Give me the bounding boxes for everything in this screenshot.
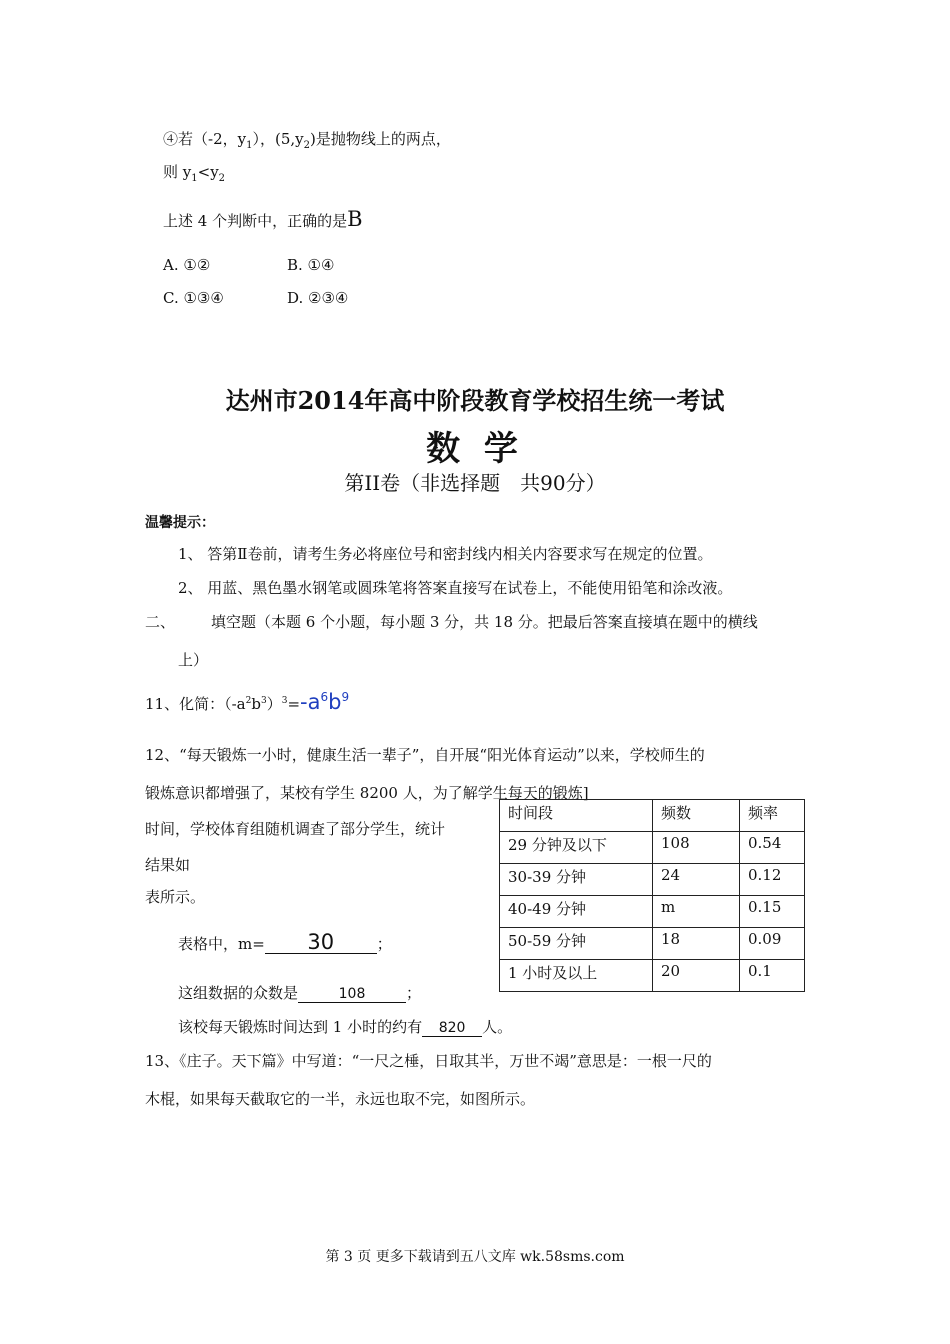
table-header: 频率 [740, 800, 805, 832]
table-row [500, 864, 805, 896]
tip-1: 1、 答第Ⅱ卷前，请考生务必将座位号和密封线内相关内容要求写在规定的位置。 [178, 545, 713, 563]
tip-2: 2、 用蓝、黑色墨水钢笔或圆珠笔将答案直接写在试卷上，不能使用铅笔和涂改液。 [178, 579, 733, 597]
section2-text: 填空题（本题 6 个小题，每小题 3 分，共 18 分。把最后答案直接填在题中的横线 [211, 613, 758, 631]
table-cell: 0.1 [740, 960, 805, 992]
table-header-row [500, 800, 805, 832]
m-answer: 30 [265, 931, 377, 954]
q12-line1: 12、“每天锻炼一小时，健康生活一辈子”，自开展“阳光体育运动”以来，学校师生的 [145, 746, 705, 764]
table-cell: 24 [653, 864, 740, 896]
table-cell: 30-39 分钟 [500, 864, 653, 896]
table-cell: 0.54 [740, 832, 805, 864]
q10-option-a: A. ①② [163, 256, 211, 274]
table-header: 时间段 [500, 800, 653, 832]
table-cell: 29 分钟及以下 [500, 832, 653, 864]
table-cell: 0.15 [740, 896, 805, 928]
table-row [500, 960, 805, 992]
table-row [500, 832, 805, 864]
table-row [500, 928, 805, 960]
q12-count-line: 该校每天锻炼时间达到 1 小时的约有 820 人。 [178, 1018, 513, 1036]
q12-m-line: 表格中，m= 30 ； [178, 930, 392, 954]
q12-mode-line: 这组数据的众数是 108 ； [178, 984, 422, 1002]
volume-title: 第II卷（非选择题 共90分） [344, 471, 606, 495]
q10-summary: 上述 4 个判断中，正确的是B [163, 207, 363, 231]
subject-title: 数 学 [426, 429, 524, 469]
q10-answer: B [347, 207, 363, 231]
page-footer: 第 3 页 更多下载请到五八文库 wk.58sms.com [325, 1249, 625, 1265]
section2-text-cont: 上） [178, 651, 209, 669]
q10-option-c: C. ①③④ [163, 289, 224, 307]
q11: 11、化简：$(-a^2b^3)^3=-a^6b^9$ [145, 690, 350, 714]
table-cell: 40-49 分钟 [500, 896, 653, 928]
q12-line5: 表所示。 [145, 888, 206, 906]
q10-item4-conclusion: 则 $y_1<y_2$ [163, 163, 226, 184]
q13-line2: 木棍，如果每天截取它的一半，永远也取不完，如图所示。 [145, 1090, 536, 1108]
table-cell: 0.12 [740, 864, 805, 896]
q10-item4: ④若（-2，$y_1$），$(5,y_2)$是抛物线上的两点， [163, 130, 451, 151]
frequency-table [499, 799, 805, 992]
count-answer: 820 [422, 1020, 482, 1037]
table-cell: 18 [653, 928, 740, 960]
q10-option-b: B. ①④ [287, 256, 335, 274]
table-cell: 108 [653, 832, 740, 864]
section2-number: 二、 [145, 613, 176, 631]
tips-label: 温馨提示： [145, 515, 215, 531]
q10-option-d: D. ②③④ [287, 289, 349, 307]
q12-line4: 结果如 [145, 856, 191, 874]
mode-answer: 108 [298, 986, 406, 1003]
table-cell: 50-59 分钟 [500, 928, 653, 960]
table-header: 频数 [653, 800, 740, 832]
table-cell: 20 [653, 960, 740, 992]
q12-line2: 锻炼意识都增强了，某校有学生 8200 人，为了解学生每天的锻炼] [145, 784, 589, 802]
q11-answer: $-a^6b^9$ [300, 690, 350, 714]
q13-line1: 13、《庄子。天下篇》中写道：“一尺之棰，日取其半，万世不竭”意思是：一根一尺的 [145, 1052, 712, 1070]
table-cell: m [653, 896, 740, 928]
table-cell: 1 小时及以上 [500, 960, 653, 992]
q12-line3: 时间，学校体育组随机调查了部分学生，统计 [145, 820, 446, 838]
table-cell: 0.09 [740, 928, 805, 960]
table-row [500, 896, 805, 928]
exam-title: 达州市2014年高中阶段教育学校招生统一考试 [225, 386, 725, 415]
